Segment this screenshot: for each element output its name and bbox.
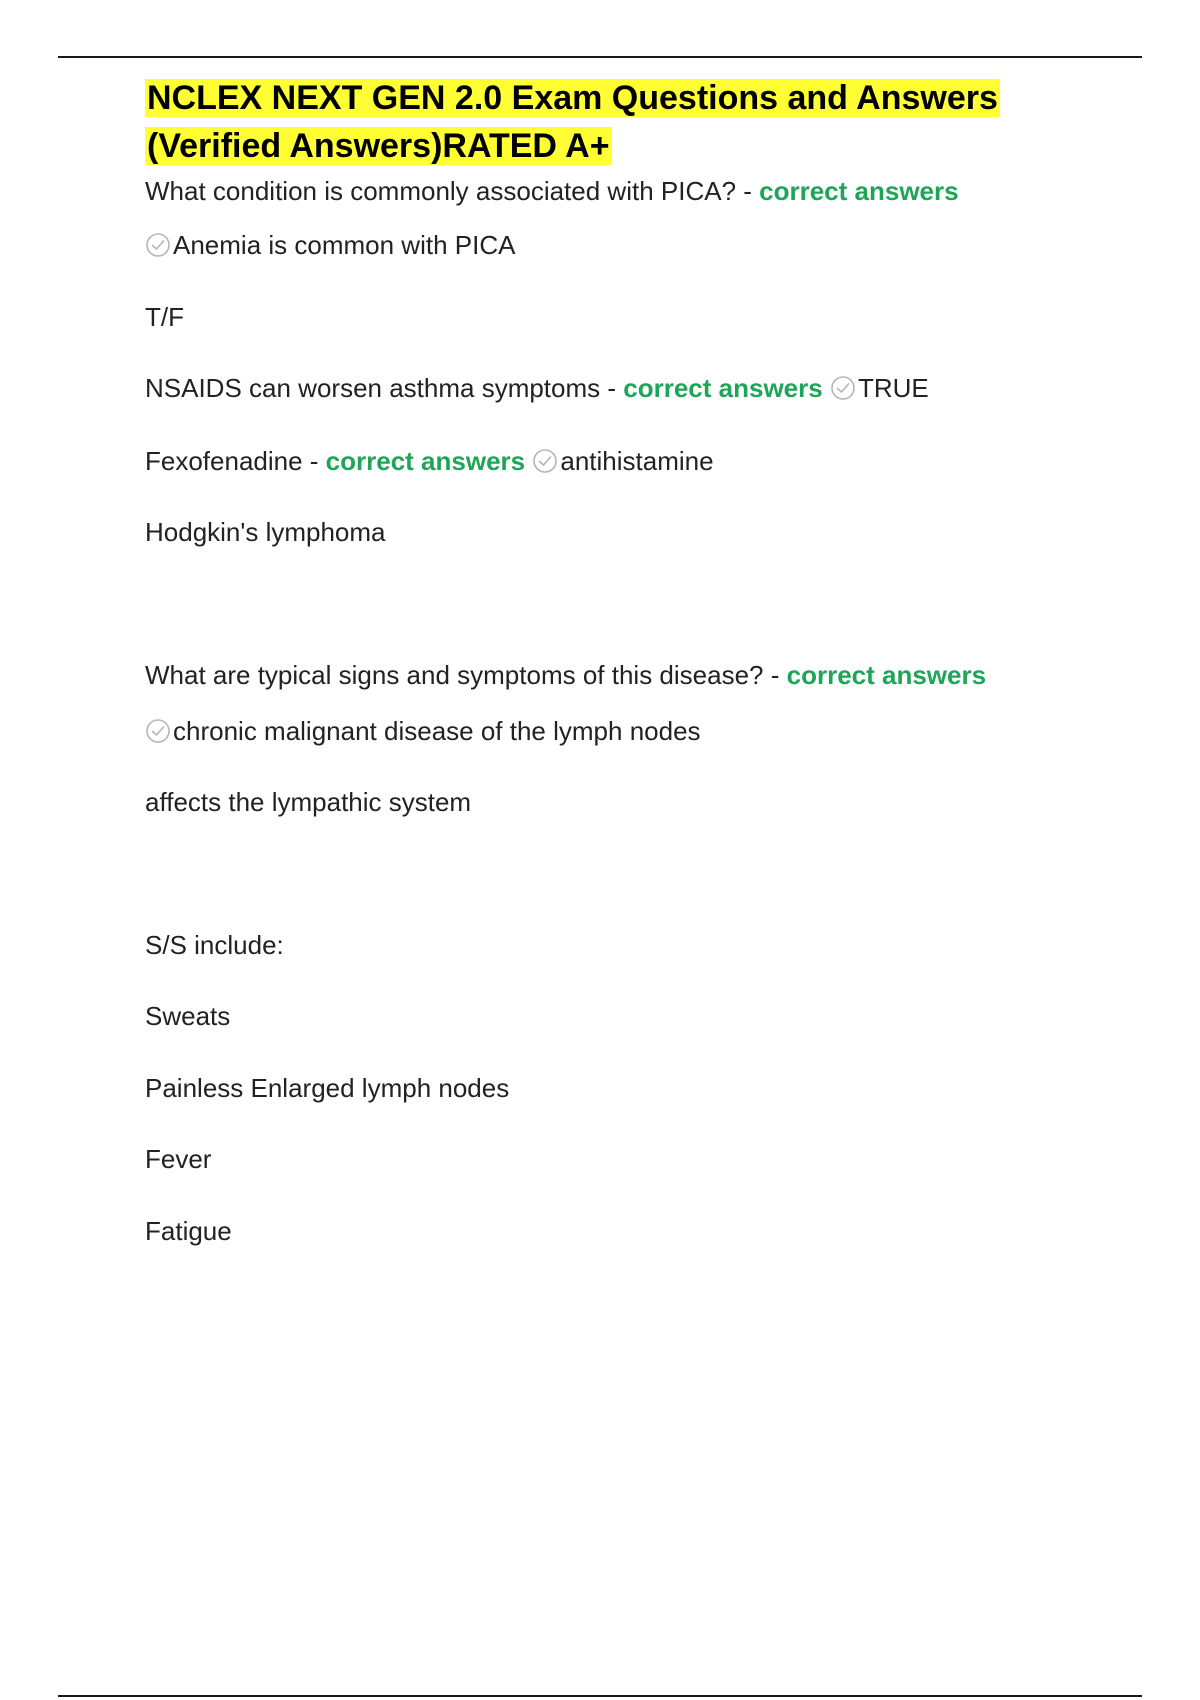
q4-correct-answers-tag: correct answers xyxy=(786,660,987,690)
q4-answer-line xyxy=(145,714,701,748)
title-line-2: (Verified Answers)RATED A+ xyxy=(147,127,610,165)
topic-heading: Hodgkin's lymphoma xyxy=(145,517,386,547)
q4-question-line xyxy=(145,658,986,692)
check-circle-icon xyxy=(145,232,171,258)
q3-answer: antihistamine xyxy=(560,446,714,476)
q1-correct-answers-tag: correct answers xyxy=(759,176,959,206)
title-line-1: NCLEX NEXT GEN 2.0 Exam Questions and Answers xyxy=(147,79,998,117)
page-title xyxy=(145,74,1045,170)
q4-answer-2: affects the lympathic system xyxy=(145,787,472,817)
q4-question: What are typical signs and symptoms of this disease? - xyxy=(145,660,787,690)
q4-answer: chronic malignant disease of the lymph nodes xyxy=(173,716,701,746)
top-rule xyxy=(58,56,1142,58)
ss-item: Sweats xyxy=(145,1001,231,1031)
q2-answer: TRUE xyxy=(857,373,929,403)
tf-label: T/F xyxy=(145,302,184,332)
check-circle-icon xyxy=(532,448,558,474)
document-header xyxy=(145,74,1045,170)
ss-heading: S/S include: xyxy=(145,930,284,960)
check-circle-icon xyxy=(145,718,171,744)
q3-question: Fexofenadine - xyxy=(145,446,326,476)
ss-item: Fever xyxy=(145,1144,212,1174)
q3-line xyxy=(145,444,714,478)
q2-line xyxy=(145,371,929,405)
q1-question-line xyxy=(145,174,959,208)
q2-question: NSAIDS can worsen asthma symptoms - xyxy=(145,373,624,403)
q3-correct-answers-tag: correct answers xyxy=(325,446,526,476)
ss-item: Fatigue xyxy=(145,1216,232,1246)
q2-correct-answers-tag: correct answers xyxy=(623,373,823,403)
check-circle-icon xyxy=(830,375,856,401)
q1-answer-line xyxy=(145,228,515,262)
bottom-rule xyxy=(58,1695,1142,1697)
q1-question: What condition is commonly associated with PICA? - xyxy=(145,176,760,206)
q1-answer: Anemia is common with PICA xyxy=(173,230,516,260)
ss-item: Painless Enlarged lymph nodes xyxy=(145,1073,510,1103)
